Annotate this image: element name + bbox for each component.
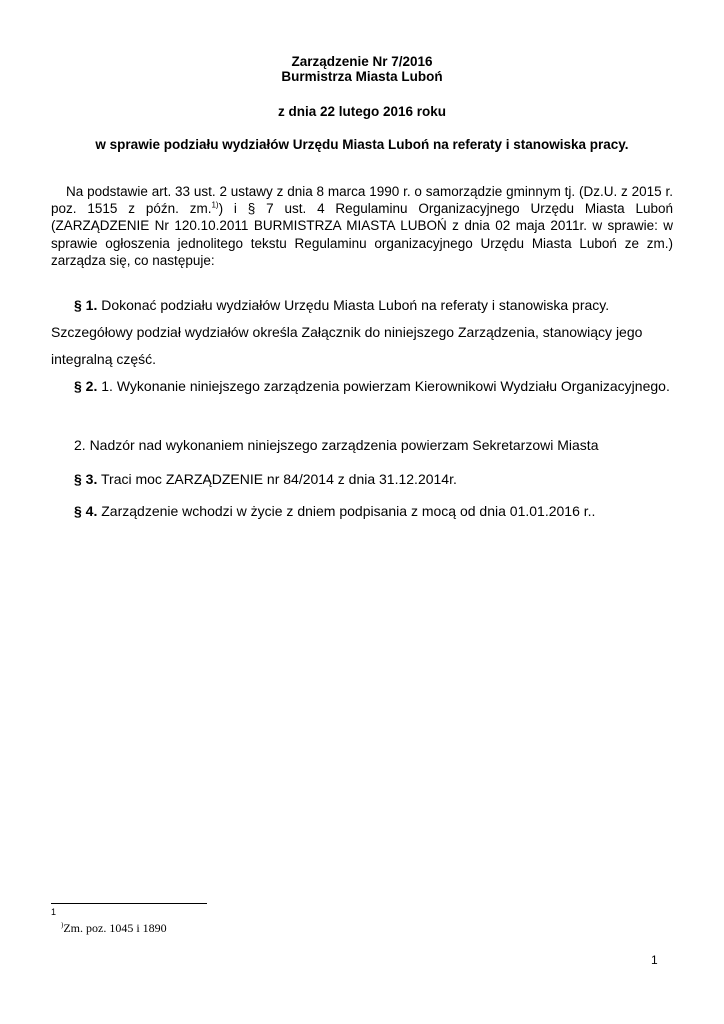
footnote-marker: ): [61, 921, 64, 929]
section-2-point-2: 2. Nadzór nad wykonaniem niniejszego zarządzenia powierzam Sekretarzowi Miasta: [74, 437, 599, 453]
section-4-label: § 4.: [74, 503, 98, 519]
preamble-text-start: Na podstawie art. 33 ust. 2 ustawy z dnia 8 marca 1990 r. o samorządzie gminnym tj. (Dz.U. z 2015 r. poz. 1515 z późn. zm.: [51, 184, 673, 217]
section-3-label: § 3.: [74, 471, 98, 487]
footnote-reference: 1): [211, 200, 219, 210]
page-number: 1: [651, 953, 658, 967]
preamble-paragraph: [51, 183, 673, 269]
section-2: [51, 373, 681, 400]
footnote-text: [61, 921, 167, 936]
section-4-text: Zarządzenie wchodzi w życie z dniem podpisania z mocą od dnia 01.01.2016 r..: [97, 503, 596, 519]
section-2-label: § 2.: [74, 378, 98, 394]
footnote-separator: [51, 903, 207, 904]
section-2-point-1: 1. Wykonanie niniejszego zarządzenia powierzam Kierownikowi Wydziału Organizacyjnego.: [97, 378, 670, 394]
document-subject: w sprawie podziału wydziałów Urzędu Miasta Luboń na referaty i stanowiska pracy.: [95, 137, 629, 152]
document-date: z dnia 22 lutego 2016 roku: [277, 104, 447, 119]
section-3: [74, 466, 694, 493]
preamble-text-end: ) i § 7 ust. 4 Regulaminu Organizacyjnego Urzędu Miasta Luboń (ZARZĄDZENIE Nr 120.10.2011 BURMISTRZA MIASTA LUBOŃ z dnia 02 maja 2011r. w sprawie: w sprawie ogłoszenia jednolitego tekstu Regulaminu organizacyjnego Urzędu Miasta Luboń ze zm.) zarządza się, co następuje:: [51, 201, 673, 268]
section-1-label: § 1.: [74, 297, 98, 313]
section-4: [74, 498, 694, 525]
document-issuer: Burmistrza Miasta Luboń: [281, 69, 443, 84]
footnote-content: Zm. poz. 1045 i 1890: [63, 921, 167, 935]
document-title: Zarządzenie Nr 7/2016: [291, 54, 433, 69]
section-1-text: Dokonać podziału wydziałów Urzędu Miasta Luboń na referaty i stanowiska pracy.: [97, 297, 610, 313]
section-1-detail: Szczegółowy podział wydziałów określa Załącznik do niniejszego Zarządzenia, stanowiący jego integralną część.: [51, 324, 643, 367]
section-1: [51, 292, 681, 373]
section-3-text: Traci moc ZARZĄDZENIE nr 84/2014 z dnia 31.12.2014r.: [97, 471, 457, 487]
footnote-number: 1: [51, 907, 57, 917]
